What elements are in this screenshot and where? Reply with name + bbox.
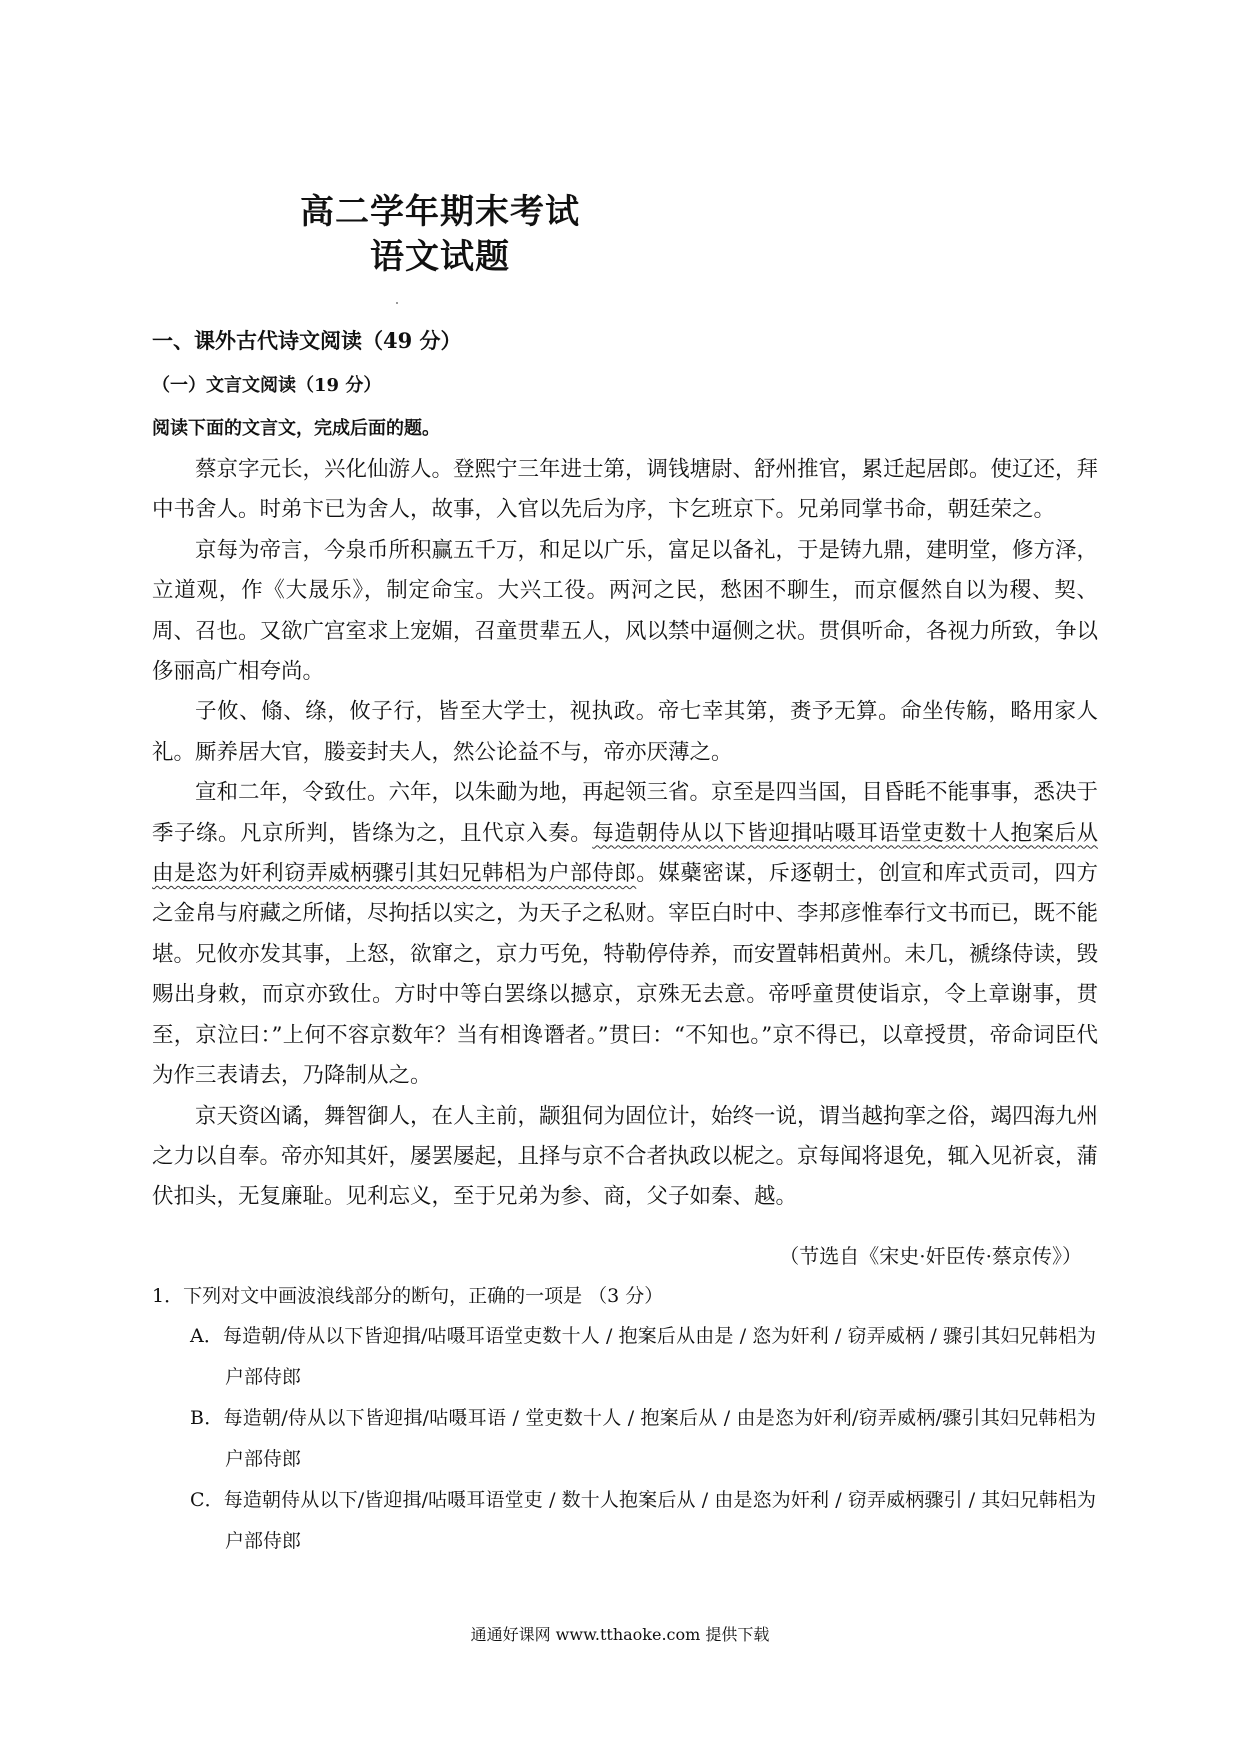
paragraph-4-rest: 。媒蘗密谋，斥逐朝士，创宣和库式贡司，四方之金帛与府藏之所储，尽拘括以实之，为天子之私财。宰臣白时中、李邦彦惟奉行文书而已，既不能堪。兄攸亦发其事，上怒，欲窜之，京力丐免，特勒停侍养，而安置韩梠黄州。未几，褫绦侍读，毁赐出身敕，而京亦致仕。方时中等白罢绦以撼京，京殊无去意。帝呼童贯使诣京，令上章谢事，贯至，京泣曰：”上何不容京数年？当有相谗谮者。”贯曰：“不知也。”京不得已，以章授贯，帝命词臣代为作三表请去，乃降制从之。 (152, 861, 1099, 1089)
passage-paragraph-2: 京每为帝言，今泉币所积赢五千万，和足以广乐，富足以备礼，于是铸九鼎，建明堂，修方泽，立道观，作《大晟乐》，制定命宝。大兴工役。两河之民，愁困不聊生，而京偃然自以为稷、契、周、召也。又欲广宫室求上宠媚，召童贯辈五人，风以禁中逼侧之状。贯俱听命，各视力所致，争以侈丽高广相夸尚。 (152, 537, 1099, 685)
question-1-options (190, 1316, 1096, 1562)
question-1-stem: 1．下列对文中画波浪线部分的断句，正确的一项是 （3 分） (152, 1285, 664, 1307)
reading-instruction: 阅读下面的文言文，完成后面的题。 (152, 418, 440, 439)
paragraph-4-lead: 宣和二年，令致仕。六年，以朱勔为地，再起领三省。京至是四当国，目昏眊不能事事，悉决于季子绦。凡京所判，皆绦为之，且代京入奏。 (152, 780, 1099, 846)
scan-speck (396, 302, 398, 304)
option-c: C．每造朝侍从以下/皆迎揖/呫嗫耳语堂吏 / 数十人抱案后从 / 由是恣为奸利 / 窃弄威柄骤引 / 其妇兄韩梠为户部侍郎 (190, 1489, 1096, 1552)
passage-paragraph-4 (152, 773, 1098, 1096)
exam-title: 高二学年期末考试 (300, 192, 580, 232)
section-heading: 一、课外古代诗文阅读（49 分） (152, 328, 462, 353)
exam-subject-title: 语文试题 (370, 237, 510, 277)
passage-paragraph-3: 子攸、翛、绦，攸子行，皆至大学士，视执政。帝七幸其第，赉予无算。命坐传觞，略用家人礼。厮养居大官，媵妾封夫人，然公论益不与，帝亦厌薄之。 (152, 699, 1098, 765)
subsection-heading: （一）文言文阅读（19 分） (152, 375, 382, 396)
option-a: A．每造朝/侍从以下皆迎揖/呫嗫耳语堂吏数十人 / 抱案后从由是 / 恣为奸利 / 窃弄威柄 / 骤引其妇兄韩梠为户部侍郎 (190, 1325, 1096, 1388)
passage-source: （节选自《宋史·奸臣传·蔡京传》） (779, 1244, 1082, 1268)
page-footer: 通通好课网 www.tthaoke.com 提供下载 (470, 1625, 770, 1644)
passage-paragraph-5: 京天资凶谲，舞智御人，在人主前，颛狙伺为固位计，始终一说，谓当越拘挛之俗，竭四海九州之力以自奉。帝亦知其奸，屡罢屡起，且择与京不合者执政以柅之。京每闻将退免，辄入见祈哀，蒲伏扣头，无复廉耻。见利忘义，至于兄弟为参、商，父子如秦、越。 (152, 1103, 1099, 1210)
wavy-underlined-sentence: 每造朝侍从以下皆迎揖呫嗫耳语堂吏数十人抱案后从由是恣为奸利窃弄威柄骤引其妇兄韩梠为户部侍郎 (152, 820, 1098, 887)
option-b: B．每造朝/侍从以下皆迎揖/呫嗫耳语 / 堂吏数十人 / 抱案后从 / 由是恣为奸利/窃弄威柄/骤引其妇兄韩梠为户部侍郎 (190, 1407, 1096, 1470)
classical-passage (152, 450, 1098, 1218)
passage-paragraph-1: 蔡京字元长，兴化仙游人。登熙宁三年进士第，调钱塘尉、舒州推官，累迁起居郎。使辽还，拜中书舍人。时弟卞已为舍人，故事，入官以先后为序，卞乞班京下。兄弟同掌书命，朝廷荣之。 (152, 457, 1099, 523)
